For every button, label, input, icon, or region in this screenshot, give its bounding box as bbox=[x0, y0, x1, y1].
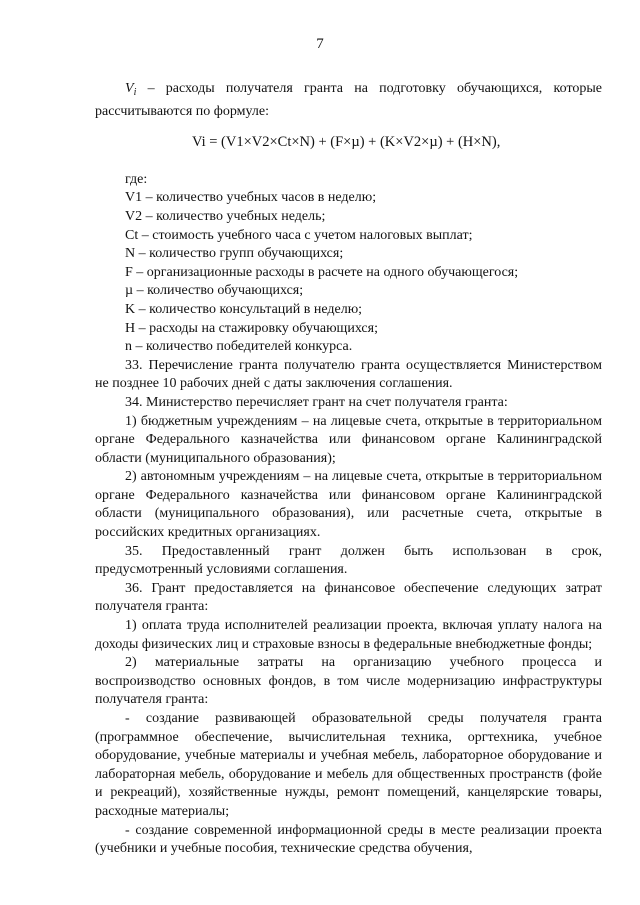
definition-ct: Ct – стоимость учебного часа с учетом налоговых выплат; bbox=[125, 227, 473, 243]
paragraph-34: 34. Министерство перечисляет грант на счет получателя гранта: bbox=[125, 394, 508, 410]
formula: Vi = (V1×V2×Ct×N) + (F×µ) + (K×V2×µ) + (H×N), bbox=[192, 134, 501, 151]
paragraph-34-item-2: 2) автономным учреждениям – на лицевые счета, открытые в территориальном органе Федерального казначейства или финансовом органе Калининградской области (муниципального образования), или расчетные счета, открытые в российских кредитных организациях. bbox=[95, 469, 602, 541]
definition-h: H – расходы на стажировку обучающихся; bbox=[125, 320, 378, 336]
intro-text: – расходы получателя гранта на подготовку обучающихся, которые рассчитываются по формуле: bbox=[95, 81, 602, 119]
paragraph-33: 33. Перечисление гранта получателю гранта осуществляется Министерством не позднее 10 рабочих дней с даты заключения соглашения. bbox=[95, 357, 602, 392]
paragraph-36-item-2: 2) материальные затраты на организацию учебного процесса и воспроизводство основных фондов, в том числе модернизацию инфраструктуры получателя гранта: bbox=[95, 655, 602, 708]
definition-v2: V2 – количество учебных недель; bbox=[125, 208, 326, 224]
paragraph-36-item-1: 1) оплата труда исполнителей реализации проекта, включая уплату налога на доходы физических лиц и страховые взносы в федеральные внебюджетные фонды; bbox=[95, 618, 602, 652]
vi-subscript: i bbox=[133, 87, 137, 98]
paragraph-36-bullet-2: - создание современной информационной среды в месте реализации проекта (учебники и учебные пособия, технические средства обучения, bbox=[95, 822, 602, 857]
definition-k: K – количество консультаций в неделю; bbox=[125, 301, 363, 317]
definition-v1: V1 – количество учебных часов в неделю; bbox=[125, 190, 377, 206]
page-number: 7 bbox=[316, 36, 324, 52]
paragraph-36: 36. Грант предоставляется на финансовое обеспечение следующих затрат получателя гранта: bbox=[95, 580, 602, 615]
vi-symbol: V bbox=[125, 81, 134, 96]
definition-mu: µ – количество обучающихся; bbox=[125, 283, 304, 299]
where-label: где: bbox=[125, 171, 148, 187]
definition-n-winners: n – количество победителей конкурса. bbox=[125, 339, 353, 355]
definition-n: N – количество групп обучающихся; bbox=[125, 246, 344, 262]
intro-paragraph bbox=[95, 80, 602, 121]
definition-f: F – организационные расходы в расчете на одного обучающегося; bbox=[125, 264, 519, 280]
paragraph-36-bullet-1: - создание развивающей образовательной среды получателя гранта (программное обеспечение, вычислительная техника, оргтехника, учебное оборудование, учебные материалы и учебная мебель, лабораторное оборудование и лабораторная мебель, оборудование и мебель для общественных пространств (фойе и рекреаций), хозяйственные нужды, ремонт помещений, канцелярские товары, расходные материалы; bbox=[95, 711, 602, 819]
document-body bbox=[95, 80, 602, 859]
paragraph-35: 35. Предоставленный грант должен быть использован в срок, предусмотренный условиями соглашения. bbox=[95, 543, 602, 578]
paragraph-34-item-1: 1) бюджетным учреждениям – на лицевые счета, открытые в территориальном органе Федерального казначейства или финансовом органе Калининградской области (муниципального образования); bbox=[95, 413, 602, 466]
